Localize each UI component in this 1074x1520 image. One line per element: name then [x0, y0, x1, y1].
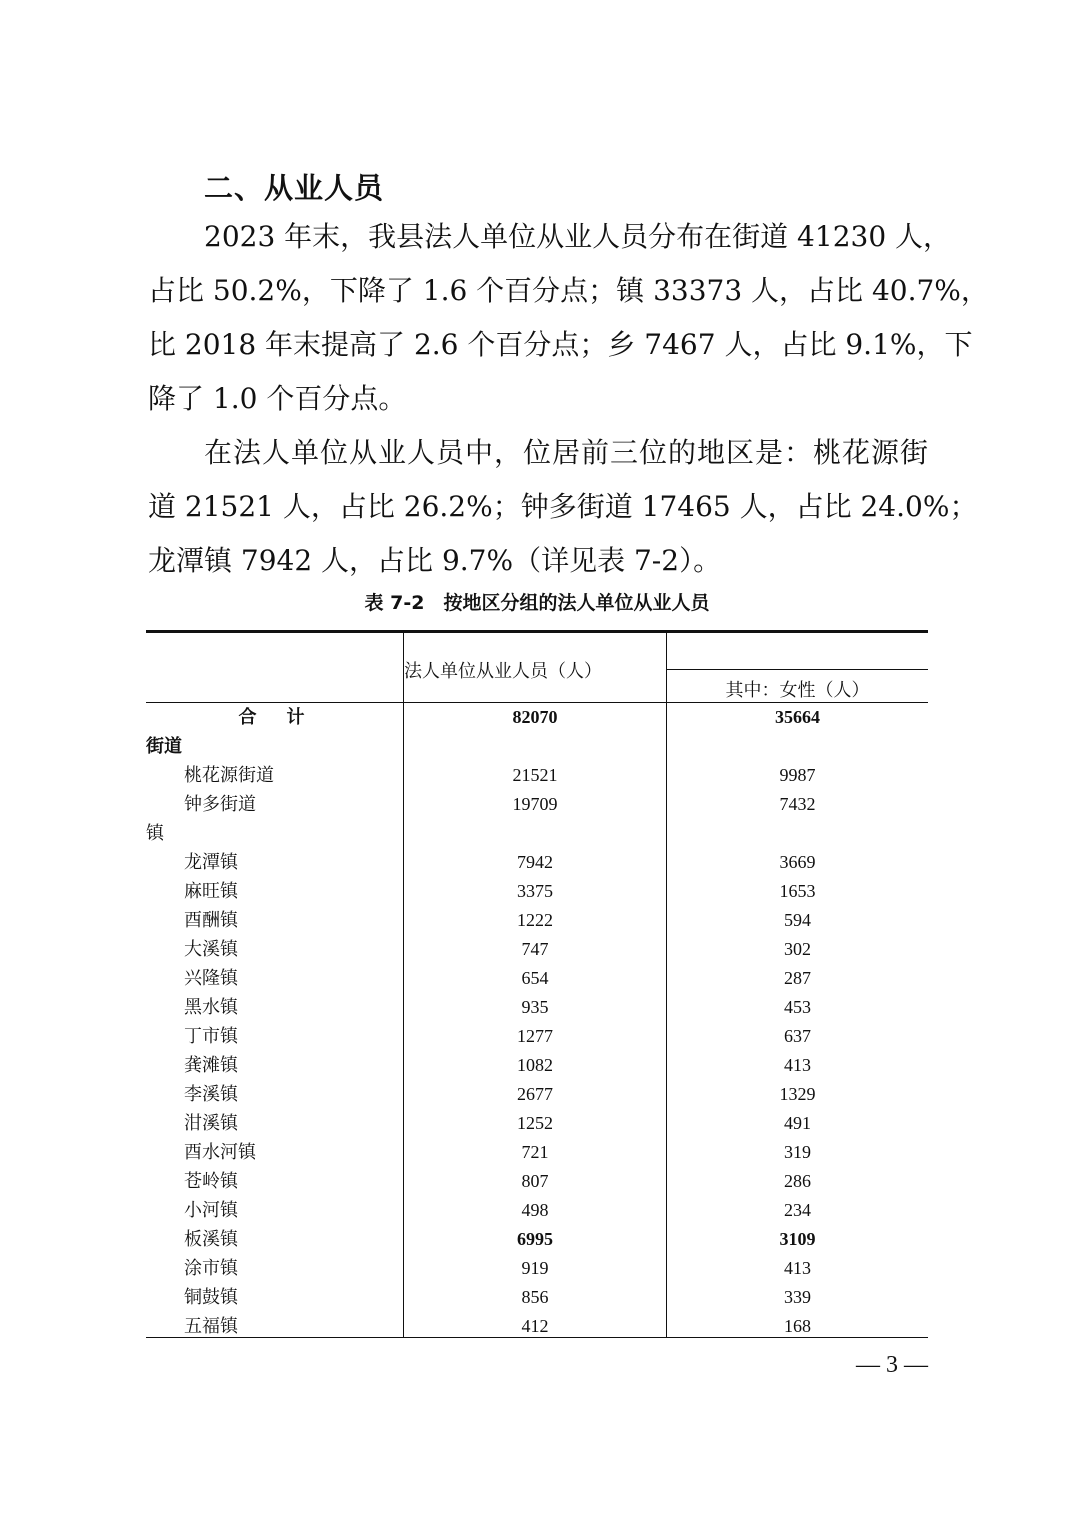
paragraph-line: 道 21521 人，占比 26.2%；钟多街道 17465 人，占比 24.0%； — [148, 490, 978, 523]
employees-value: 2677 — [517, 1084, 553, 1104]
female-value: 339 — [784, 1287, 811, 1307]
region-name: 兴隆镇 — [184, 968, 238, 989]
female-value: 637 — [784, 1026, 811, 1046]
female-value: 413 — [784, 1055, 811, 1075]
employees-value: 19709 — [512, 794, 558, 814]
header-sub-rule — [666, 669, 928, 670]
region-name: 小河镇 — [184, 1200, 238, 1221]
column-header-female: 其中：女性（人） — [725, 680, 870, 701]
region-name: 涂市镇 — [184, 1258, 238, 1279]
region-name: 铜鼓镇 — [184, 1287, 238, 1308]
region-name: 酉水河镇 — [184, 1142, 256, 1163]
total-female: 35664 — [775, 707, 820, 727]
total-label: 合 计 — [238, 707, 311, 728]
region-name: 板溪镇 — [184, 1229, 238, 1250]
employees-value: 498 — [521, 1200, 549, 1220]
female-value: 491 — [784, 1113, 811, 1133]
employees-value: 856 — [521, 1287, 549, 1307]
employees-value: 1222 — [517, 910, 553, 930]
employees-value: 1082 — [517, 1055, 553, 1075]
employees-value: 21521 — [512, 765, 558, 785]
group-label: 街道 — [146, 736, 182, 757]
employees-value: 1252 — [517, 1113, 553, 1133]
region-name: 桃花源街道 — [184, 765, 274, 786]
region-name: 苍岭镇 — [184, 1171, 238, 1192]
female-value: 168 — [784, 1316, 811, 1336]
paragraph-line: 2023 年末，我县法人单位从业人员分布在街道 41230 人， — [204, 220, 952, 253]
region-name: 丁市镇 — [184, 1026, 238, 1047]
region-name: 钟多街道 — [184, 794, 256, 815]
total-employees: 82070 — [512, 707, 558, 727]
region-name: 泔溪镇 — [184, 1113, 238, 1134]
page-number: — 3 — — [856, 1352, 928, 1378]
female-value: 302 — [784, 939, 811, 959]
employees-value: 721 — [521, 1142, 549, 1162]
female-value: 9987 — [779, 765, 816, 785]
region-name: 五福镇 — [184, 1316, 238, 1337]
region-name: 麻旺镇 — [184, 881, 238, 902]
female-value: 319 — [784, 1142, 811, 1162]
female-value: 3669 — [779, 852, 816, 872]
column-header-employees: 法人单位从业人员（人） — [404, 661, 602, 682]
group-label: 镇 — [146, 823, 164, 844]
female-value: 7432 — [779, 794, 816, 814]
employees-value: 412 — [521, 1316, 549, 1336]
female-value: 234 — [784, 1200, 811, 1220]
female-value: 1653 — [779, 881, 816, 901]
female-value: 287 — [784, 968, 811, 988]
employees-value: 3375 — [517, 881, 553, 901]
employees-value: 654 — [521, 968, 549, 988]
employees-value: 807 — [521, 1171, 549, 1191]
region-name: 李溪镇 — [184, 1084, 238, 1105]
table-title: 表 7-2 按地区分组的法人单位从业人员 — [364, 592, 710, 614]
table-top-rule — [146, 630, 928, 633]
paragraph-line: 比 2018 年末提高了 2.6 个百分点；乡 7467 人，占比 9.1%，下 — [148, 328, 973, 361]
female-value: 286 — [784, 1171, 811, 1191]
employees-value: 747 — [521, 939, 549, 959]
paragraph-line: 龙潭镇 7942 人，占比 9.7%（详见表 7-2）。 — [148, 544, 722, 577]
employees-value: 919 — [521, 1258, 549, 1278]
paragraph-line: 降了 1.0 个百分点。 — [148, 382, 407, 415]
employees-value: 935 — [521, 997, 549, 1017]
employees-value: 1277 — [517, 1026, 553, 1046]
paragraph-line: 在法人单位从业人员中，位居前三位的地区是：桃花源街 — [204, 436, 928, 469]
region-name: 黑水镇 — [184, 997, 238, 1018]
paragraph-line: 占比 50.2%，下降了 1.6 个百分点；镇 33373 人，占比 40.7%， — [148, 274, 989, 307]
section-heading: 二、从业人员 — [204, 171, 385, 205]
region-name: 大溪镇 — [184, 939, 238, 960]
female-value: 413 — [784, 1258, 811, 1278]
region-name: 酉酬镇 — [184, 910, 238, 931]
employees-value: 7942 — [517, 852, 553, 872]
employees-value: 6995 — [517, 1229, 553, 1249]
female-value: 594 — [784, 910, 811, 930]
female-value: 1329 — [779, 1084, 816, 1104]
female-value: 453 — [784, 997, 811, 1017]
region-name: 龙潭镇 — [184, 852, 238, 873]
female-value: 3109 — [779, 1229, 816, 1249]
region-name: 龚滩镇 — [184, 1055, 238, 1076]
